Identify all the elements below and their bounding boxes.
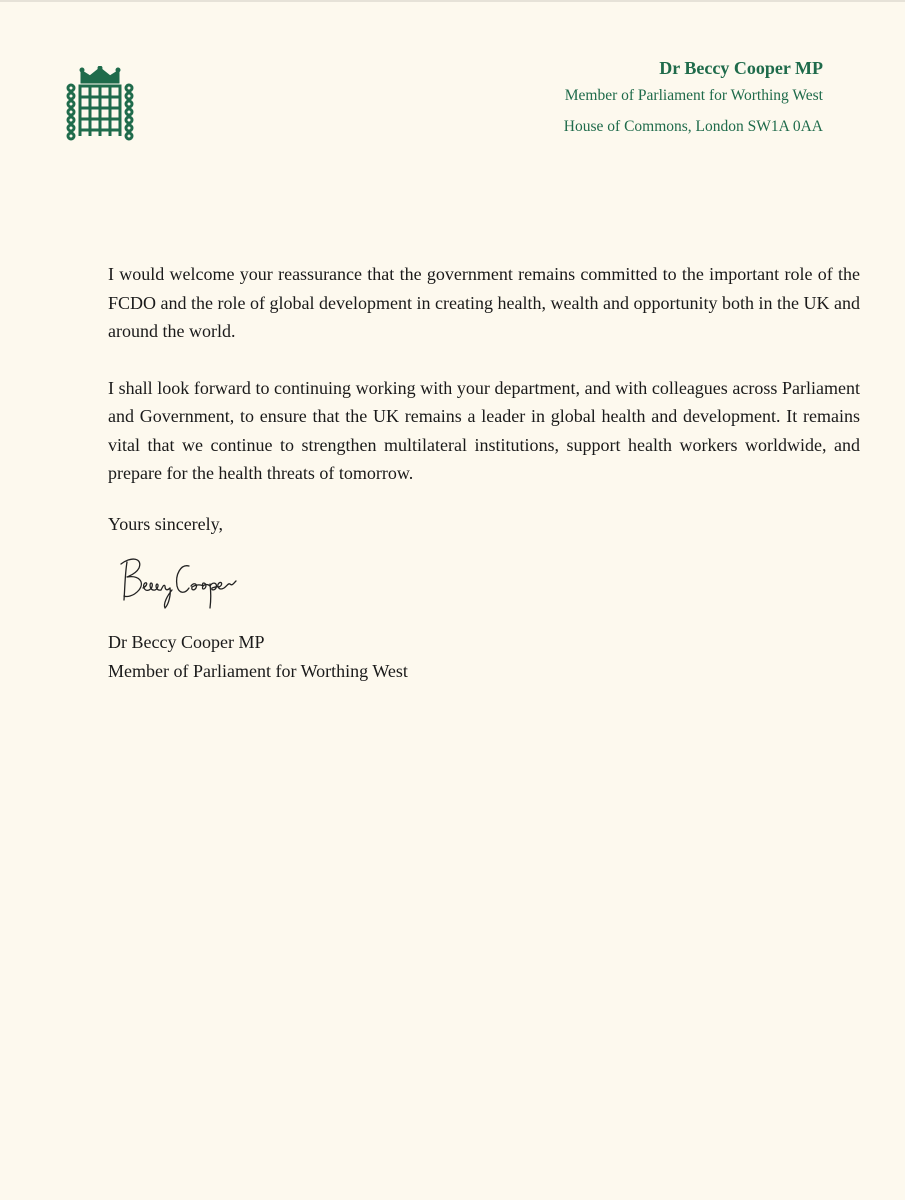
letterhead-name: Dr Beccy Cooper MP <box>659 58 823 78</box>
letterhead-address: House of Commons, London SW1A 0AA <box>563 118 823 135</box>
letter-body <box>108 260 860 516</box>
signoff-name: Dr Beccy Cooper MP <box>108 632 265 652</box>
body-paragraph-2: I shall look forward to continuing working with your department, and with colleagues across Parliament and Government, to ensure that the UK remains a leader in global health and development. It remains vital that we continue to strengthen multilateral institutions, support health workers worldwide, and prepare for the health threats of tomorrow. <box>108 377 860 483</box>
page-top-border <box>0 0 905 2</box>
signoff-block <box>108 628 408 685</box>
portcullis-crown-icon <box>66 66 134 142</box>
body-paragraph-1: I would welcome your reassurance that the government remains committed to the important role of the FCDO and the role of global development in creating health, wealth and opportunity both in the UK and around the world. <box>108 264 860 341</box>
closing-salutation: Yours sincerely, <box>108 514 223 534</box>
signoff-role: Member of Parliament for Worthing West <box>108 660 408 681</box>
letterhead <box>564 56 823 142</box>
letterhead-role: Member of Parliament for Worthing West <box>564 87 823 104</box>
handwritten-signature <box>115 550 255 612</box>
